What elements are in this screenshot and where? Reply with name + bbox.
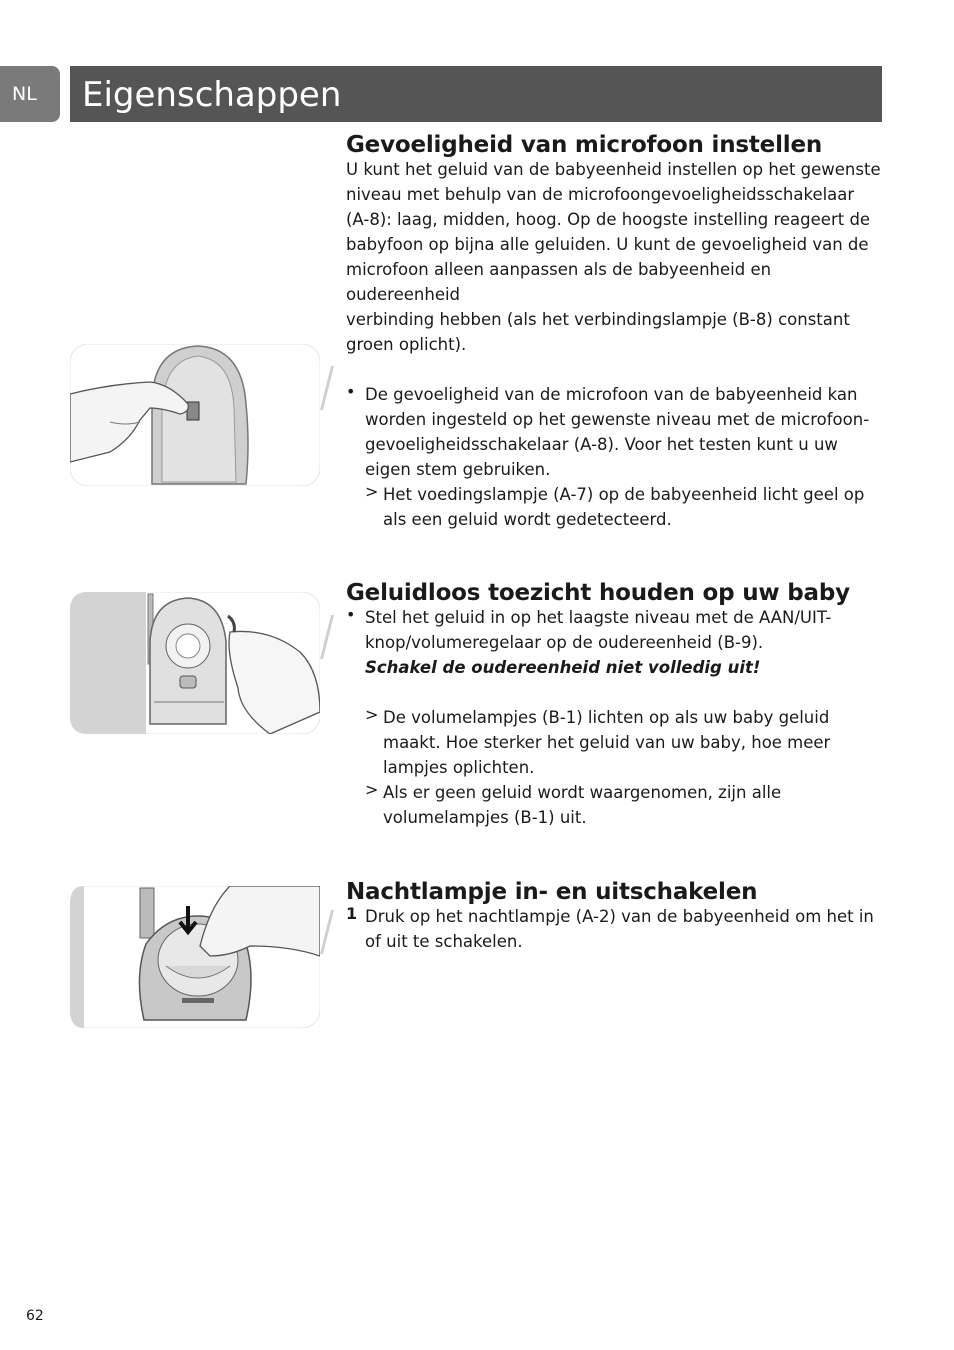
result-marker: >	[365, 482, 379, 501]
section-microphone-sensitivity	[346, 130, 886, 532]
divider-slash	[320, 366, 334, 410]
illustration-volume-control	[70, 592, 320, 734]
illustration-sensitivity-switch	[70, 344, 320, 486]
bullet-item: • Stel het geluid in op het laagste niveau met de AAN/UIT- knop/volumeregelaar op de oudereenheid (B-9).	[346, 605, 886, 655]
intro-paragraph: U kunt het geluid van de babyeenheid instellen op het gewenste niveau met behulp van de microfoongevoeligheidsschakelaar (A-8): laag, midden, hoog. Op de hoogste instelling reageert de babyfoon op bijna alle geluiden. U kunt de gevoeligheid van de microfoon alleen aanpassen als de babyeenheid en oudereenheid verbinding hebben (als het verbindingslampje (B-8) constant groen oplicht).	[346, 160, 881, 354]
section-night-light	[346, 877, 886, 954]
page-number: 62	[26, 1308, 44, 1324]
result-marker: >	[365, 705, 379, 724]
section-heading: Nachtlampje in- en uitschakelen	[346, 879, 758, 905]
result-item: > Het voedingslampje (A-7) op de babyeenheid licht geel op als een geluid wordt gedetecteerd.	[365, 482, 865, 529]
result-item: > De volumelampjes (B-1) lichten op als uw baby geluid maakt. Hoe sterker het geluid van uw baby, hoe meer lampjes oplichten.	[365, 705, 831, 777]
illustration-night-light	[70, 886, 320, 1028]
result-marker: >	[365, 780, 379, 799]
bullet-item: • De gevoeligheid van de microfoon van de babyeenheid kan worden ingesteld op het gewenste niveau met de microfoon- gevoeligheidsschakelaar (A-8). Voor het testen kunt u uw eigen stem gebruiken.	[346, 382, 886, 482]
language-tab: NL	[0, 66, 60, 122]
result-item: > Als er geen geluid wordt waargenomen, zijn alle volumelampjes (B-1) uit.	[365, 780, 782, 827]
step-number: 1	[346, 904, 358, 923]
section-heading: Geluidloos toezicht houden op uw baby	[346, 580, 850, 606]
numbered-step: 1 Druk op het nachtlampje (A-2) van de babyeenheid om het in of uit te schakelen.	[346, 904, 874, 951]
divider-slash	[320, 910, 334, 954]
divider-slash	[320, 615, 334, 659]
section-silent-monitoring	[346, 578, 886, 830]
section-heading: Gevoeligheid van microfoon instellen	[346, 132, 823, 158]
page-title: Eigenschappen	[70, 66, 882, 122]
warning-note: Schakel de oudereenheid niet volledig uit!	[365, 658, 761, 677]
